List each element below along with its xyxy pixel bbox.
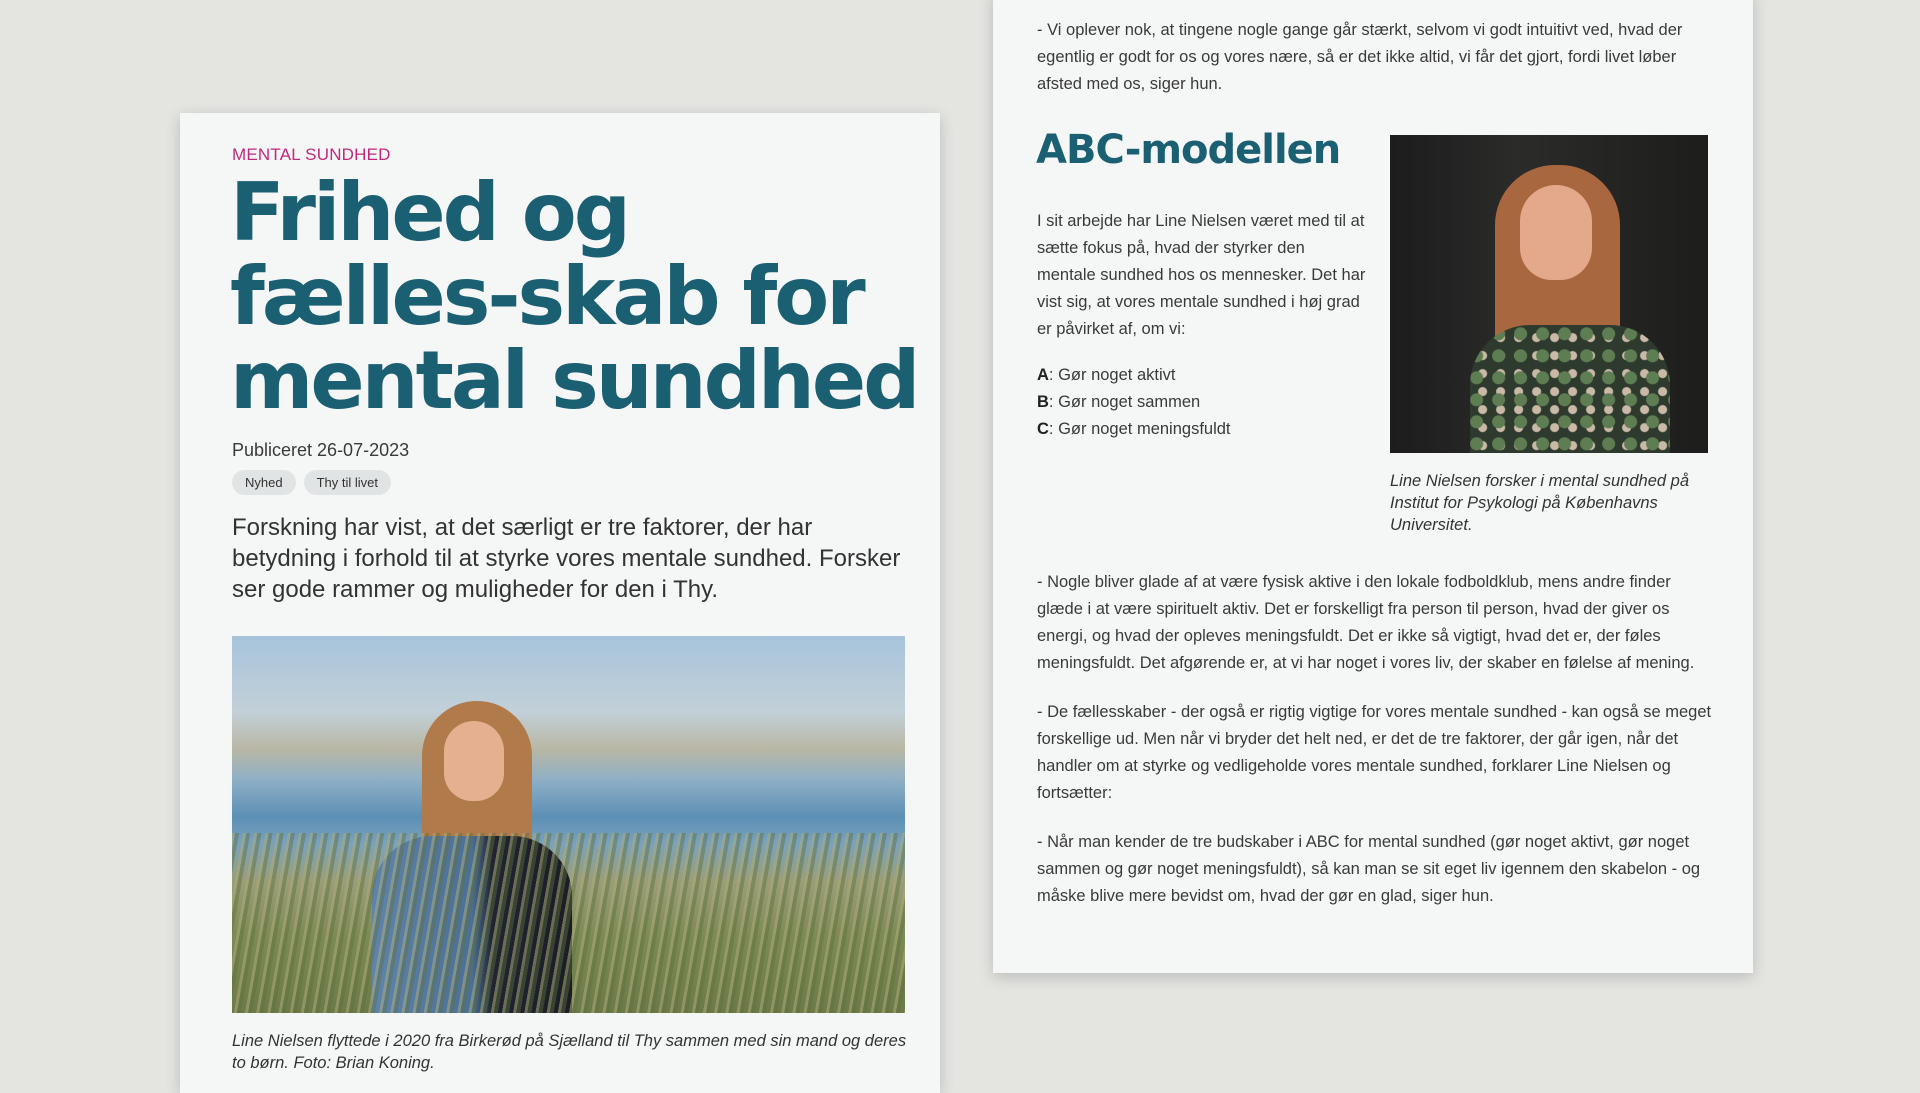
section-intro: I sit arbejde har Line Nielsen været med til at sætte fokus på, hvad der styrker den mentale sundhed hos os mennesker. Det har vist sig, at vores mentale sundhed i høj grad er påvirket af, om vi: (1037, 212, 1366, 338)
body-paragraph: - Nogle bliver glade af at være fysisk aktive i den lokale fodboldklub, mens andre finder glæde i at være spirituelt aktiv. Det er forskelligt fra person til person, hvad der giver os energi, og hvad der opleves meningsfuldt. Det er ikke så vigtigt, hvad det er, der føles meningsfuldt. Det afgørende er, at vi har noget i vores liv, der skaber en følelse af mening. (1037, 573, 1695, 672)
article-photo (232, 636, 905, 1013)
abc-letter: C (1037, 420, 1049, 438)
section-title: ABC-modellen (1036, 127, 1341, 173)
article-headline: Frihed og fælles-skab for mental sundhed (230, 166, 918, 427)
abc-text: : Gør noget aktivt (1048, 366, 1176, 384)
publish-date: Publiceret 26-07-2023 (232, 440, 410, 460)
tag-nyhed[interactable]: Nyhed (232, 470, 296, 495)
body-paragraph: - Når man kender de tre budskaber i ABC for mental sundhed (gør noget aktivt, gør noget sammen og gør noget meningsfuldt), så kan man se sit eget liv igennem den skabelon - og måske blive mere bevidst om, hvad der gør en glad, siger hun. (1037, 833, 1701, 905)
article-lede: Forskning har vist, at det særligt er tre faktorer, der har betydning i forhold til at styrke vores mentale sundhed. Forsker ser gode rammer og muligheder for den i Thy. (232, 514, 901, 603)
abc-letter: A (1037, 366, 1049, 384)
abc-item-c (1037, 416, 1231, 443)
abc-text: : Gør noget meningsfuldt (1048, 420, 1231, 438)
abc-list (1037, 362, 1231, 443)
portrait-shirt (1470, 325, 1670, 453)
photo-subject-face (444, 721, 504, 801)
tag-thy-til-livet[interactable]: Thy til livet (304, 470, 391, 495)
abc-letter: B (1037, 393, 1049, 411)
photo-caption: Line Nielsen flyttede i 2020 fra Birkerød på Sjælland til Thy sammen med sin mand og deres to børn. Foto: Brian Koning. (232, 1032, 907, 1072)
portrait-caption: Line Nielsen forsker i mental sundhed på Institut for Psykologi på Københavns Universitet. (1390, 472, 1690, 534)
abc-item-a (1037, 362, 1231, 389)
article-page-left (180, 113, 940, 1093)
abc-text: : Gør noget sammen (1048, 393, 1201, 411)
quote-paragraph: - Vi oplever nok, at tingene nogle gange går stærkt, selvom vi godt intuitivt ved, hvad der egentlig er godt for os og vores nære, så er det ikke altid, vi får det gjort, fordi livet løber afsted med os, siger hun. (1037, 21, 1683, 93)
photo-grass (232, 833, 905, 1013)
category-kicker[interactable]: MENTAL SUNDHED (232, 145, 391, 164)
abc-item-b (1037, 389, 1231, 416)
portrait-photo (1390, 135, 1708, 453)
body-paragraphs (1037, 569, 1717, 932)
portrait-face (1520, 185, 1592, 280)
article-page-right (993, 0, 1753, 973)
body-paragraph: - De fællesskaber - der også er rigtig vigtige for vores mentale sundhed - kan også se meget forskellige ud. Men når vi bryder det helt ned, er det de tre faktorer, der går igen, når det handler om at styrke og vedligeholde vores mentale sundhed, forklarer Line Nielsen og fortsætter: (1037, 703, 1712, 802)
tag-list (232, 470, 391, 495)
